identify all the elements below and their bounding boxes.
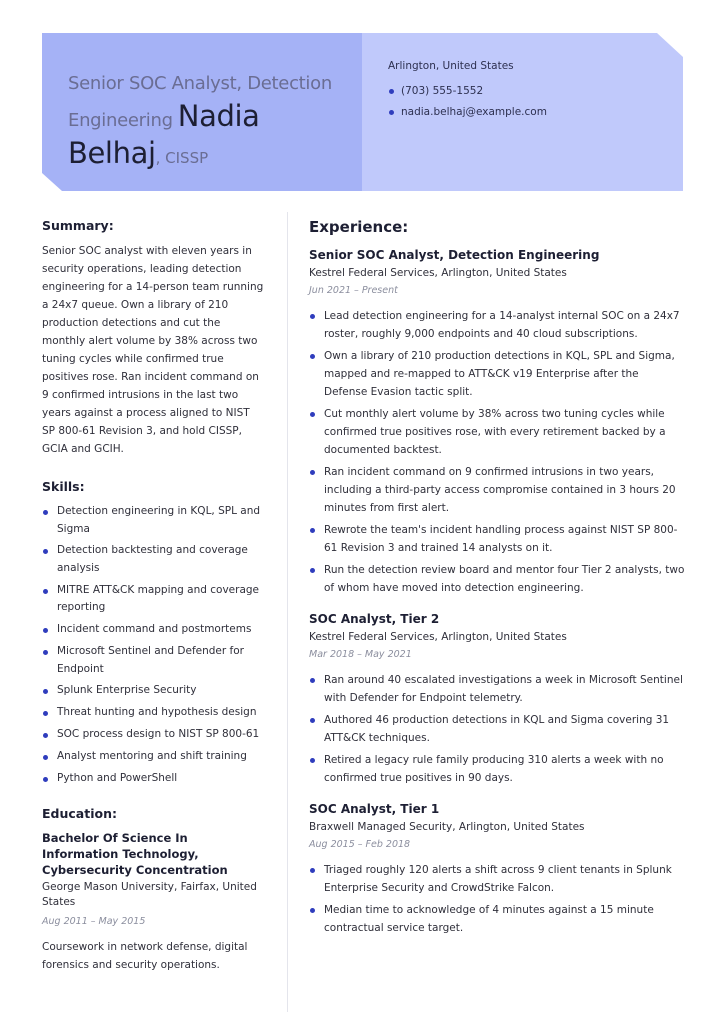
location: Arlington, United States — [388, 60, 514, 72]
experience-title: Experience: — [309, 218, 409, 236]
skill-item: Incident command and postmortems — [42, 621, 264, 639]
job-bullet: Ran around 40 escalated investigations a week in Microsoft Sentinel with Defender for Endpoint telemetry. — [309, 671, 685, 707]
education-dates: Aug 2011 – May 2015 — [42, 915, 146, 927]
job-bullet: Triaged roughly 120 alerts a shift across 9 client tenants in Splunk Enterprise Security and CrowdStrike Falcon. — [309, 861, 685, 897]
headline: Senior SOC Analyst, Detection Engineering — [68, 73, 332, 131]
skill-item: Splunk Enterprise Security — [42, 682, 264, 700]
education-description: Coursework in network defense, digital forensics and security operations. — [42, 940, 248, 971]
skills-title: Skills: — [42, 479, 85, 494]
skill-item: Detection backtesting and coverage analysis — [42, 542, 264, 577]
skills-list — [42, 503, 264, 788]
skill-item: Threat hunting and hypothesis design — [42, 704, 264, 722]
job-entry — [309, 247, 685, 597]
job-bullet: Lead detection engineering for a 14-analyst internal SOC on a 24x7 roster, roughly 9,000 endpoints and 40 cloud subscriptions. — [309, 307, 685, 343]
skill-item: MITRE ATT&CK mapping and coverage reporting — [42, 582, 264, 617]
job-bullets — [309, 671, 685, 787]
right-column — [309, 218, 685, 951]
skill-item: Detection engineering in KQL, SPL and Sigma — [42, 503, 264, 538]
job-bullet: Ran incident command on 9 confirmed intrusions in two years, including a third-party access compromise contained in 3 hours 20 minutes from first alert. — [309, 463, 685, 517]
job-entry — [309, 611, 685, 787]
skill-item: Python and PowerShell — [42, 770, 264, 788]
job-bullets — [309, 861, 685, 937]
job-bullet: Run the detection review board and mentor four Tier 2 analysts, two of whom have moved into detection engineering. — [309, 561, 685, 597]
summary-title: Summary: — [42, 218, 114, 233]
education-school: George Mason University, Fairfax, United States — [42, 880, 257, 908]
phone: (703) 555-1552 — [388, 81, 547, 102]
column-divider — [287, 212, 288, 1012]
job-bullet: Authored 46 production detections in KQL and Sigma covering 31 ATT&CK techniques. — [309, 711, 685, 747]
job-bullet: Retired a legacy rule family producing 310 alerts a week with no confirmed true positives in 90 days. — [309, 751, 685, 787]
education-degree: Bachelor Of Science In Information Technology, Cybersecurity Concentration — [42, 830, 228, 877]
job-bullet: Own a library of 210 production detections in KQL, SPL and Sigma, mapped and re-mapped to ATT&CK v19 Enterprise after the Defense Evasion tactic split. — [309, 347, 685, 401]
skill-item: Analyst mentoring and shift training — [42, 748, 264, 766]
job-bullets — [309, 307, 685, 597]
full-name: Nadia Belhaj — [68, 99, 260, 170]
email: nadia.belhaj@example.com — [388, 102, 547, 123]
credential: , CISSP — [155, 149, 209, 167]
job-company: Kestrel Federal Services, Arlington, United States — [309, 267, 567, 279]
skill-item: SOC process design to NIST SP 800-61 — [42, 726, 264, 744]
name-block — [68, 67, 338, 175]
job-title: SOC Analyst, Tier 2 — [309, 612, 440, 626]
contact-block — [388, 60, 547, 123]
education-title: Education: — [42, 805, 117, 821]
job-dates: Aug 2015 – Feb 2018 — [309, 839, 411, 850]
summary-text: Senior SOC analyst with eleven years in security operations, leading detection engineering for a 14-person team running a 24x7 queue. Own a library of 210 production detections and cut the monthly alert volume by 38% across two tuning cycles while confirmed true positives rose. Ran incident command on 9 confirmed intrusions in the last two years against a process aligned to NIST SP 800-61 Revision 3, and hold CISSP, GCIA and GCIH. — [42, 245, 264, 455]
left-column — [42, 218, 264, 974]
job-dates: Mar 2018 – May 2021 — [309, 649, 412, 660]
job-bullet: Median time to acknowledge of 4 minutes against a 15 minute contractual service target. — [309, 901, 685, 937]
job-dates: Jun 2021 – Present — [309, 285, 398, 296]
job-bullet: Cut monthly alert volume by 38% across two tuning cycles while confirmed true positives rose, with every retirement backed by a documented backtest. — [309, 405, 685, 459]
job-bullet: Rewrote the team's incident handling process against NIST SP 800-61 Revision 3 and trained 14 analysts on it. — [309, 521, 685, 557]
job-entry — [309, 801, 685, 937]
job-title: Senior SOC Analyst, Detection Engineering — [309, 248, 600, 262]
job-company: Braxwell Managed Security, Arlington, United States — [309, 821, 585, 833]
job-title: SOC Analyst, Tier 1 — [309, 802, 440, 816]
job-company: Kestrel Federal Services, Arlington, United States — [309, 631, 567, 643]
resume-header — [42, 33, 683, 191]
skill-item: Microsoft Sentinel and Defender for Endpoint — [42, 643, 264, 678]
